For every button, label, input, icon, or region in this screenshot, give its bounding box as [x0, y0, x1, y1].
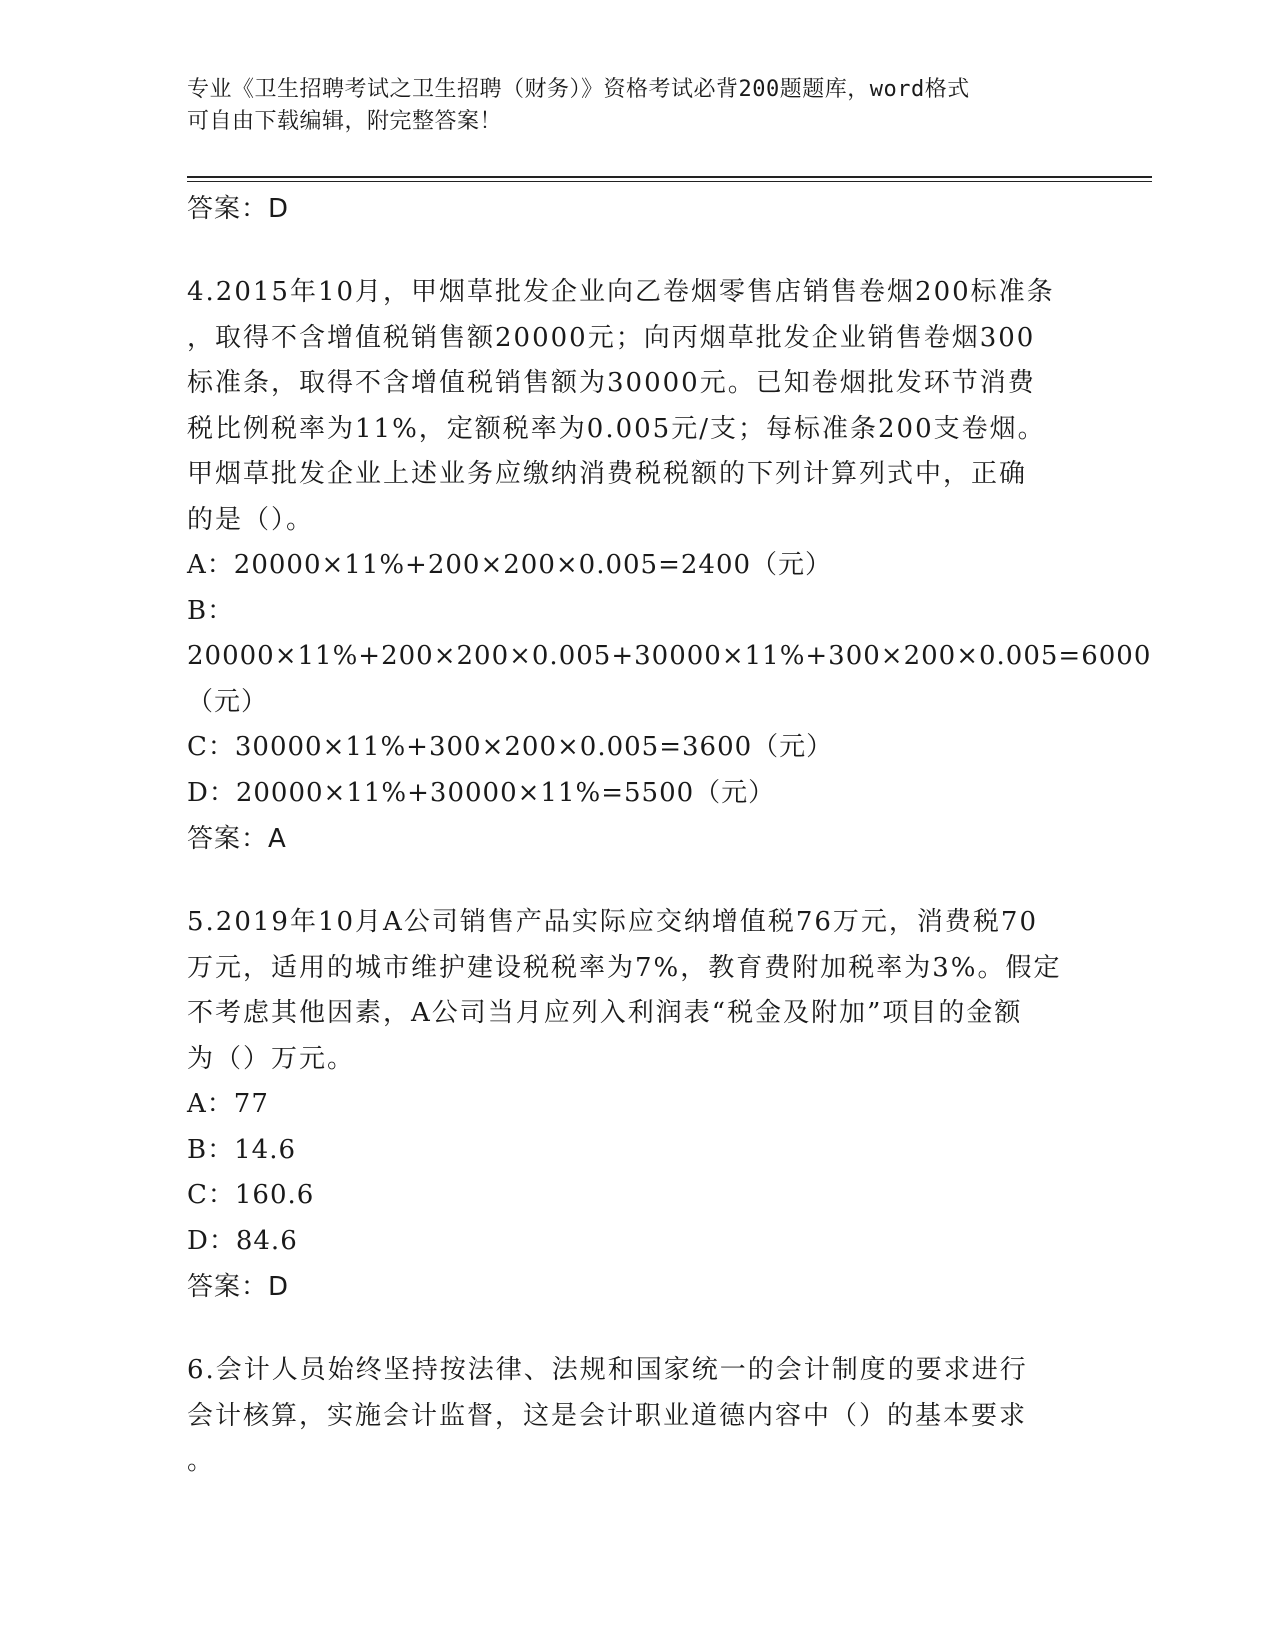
question-5-line: 5.2019年10月A公司销售产品实际应交纳增值税76万元，消费税70: [187, 907, 1039, 937]
answer-q4: 答案：A: [187, 824, 287, 854]
answer-q5: 答案：D: [187, 1272, 290, 1302]
question-4-line: 的是（）。: [187, 504, 315, 535]
question-4-option-b-continued: （元）: [187, 686, 269, 717]
header-divider-thick: [187, 176, 1152, 178]
question-6-line: 。: [187, 1446, 216, 1476]
question-4-line: ，取得不含增值税销售额20000元；向丙烟草批发企业销售卷烟300: [187, 322, 1036, 353]
question-4: [187, 270, 1152, 862]
question-6-line: 会计核算，实施会计监督，这是会计职业道德内容中（）的基本要求: [187, 1400, 1028, 1431]
question-4-option-d: D：20000×11%+30000×11%=5500（元）: [187, 777, 776, 808]
question-6: [187, 1348, 1077, 1485]
question-4-option-b: B：20000×11%+200×200×0.005+30000×11%+300×200×0.005=6000: [187, 595, 1152, 671]
question-6-line: 6.会计人员始终坚持按法律、法规和国家统一的会计制度的要求进行: [187, 1355, 1028, 1385]
question-4-line: 甲烟草批发企业上述业务应缴纳消费税税额的下列计算列式中，正确: [187, 459, 1028, 489]
question-5-line: 万元，适用的城市维护建设税税率为7%，教育费附加税率为3%。假定: [187, 952, 1062, 983]
question-4-line: 4.2015年10月，甲烟草批发企业向乙卷烟零售店销售卷烟200标准条: [187, 277, 1055, 307]
answer-q3: 答案：D: [187, 194, 290, 224]
header-title-line-2: 可自由下载编辑，附完整答案！: [187, 109, 503, 134]
question-5-line: 不考虑其他因素，A公司当月应列入利润表“税金及附加”项目的金额: [187, 998, 1023, 1028]
header-divider-thin: [187, 181, 1152, 182]
question-5-option-d: D：84.6: [187, 1225, 298, 1256]
question-4-option-a: A：20000×11%+200×200×0.005=2400（元）: [187, 550, 833, 580]
question-5-option-c: C：160.6: [187, 1180, 315, 1210]
document-header: [187, 74, 1067, 138]
question-4-line: 税比例税率为11%，定额税率为0.005元/支；每标准条200支卷烟。: [187, 413, 1046, 444]
document-body: [187, 186, 1152, 1485]
question-5-line: 为（）万元。: [187, 1043, 356, 1074]
question-5: [187, 900, 1077, 1310]
question-4-line: 标准条，取得不含增值税销售额为30000元。已知卷烟批发环节消费: [187, 368, 1036, 398]
question-5-option-b: B：14.6: [187, 1134, 296, 1165]
header-title-line-1: 专业《卫生招聘考试之卫生招聘（财务）》资格考试必背200题题库，word格式: [187, 77, 970, 102]
question-5-option-a: A：77: [187, 1089, 269, 1119]
question-4-option-c: C：30000×11%+300×200×0.005=3600（元）: [187, 732, 834, 762]
